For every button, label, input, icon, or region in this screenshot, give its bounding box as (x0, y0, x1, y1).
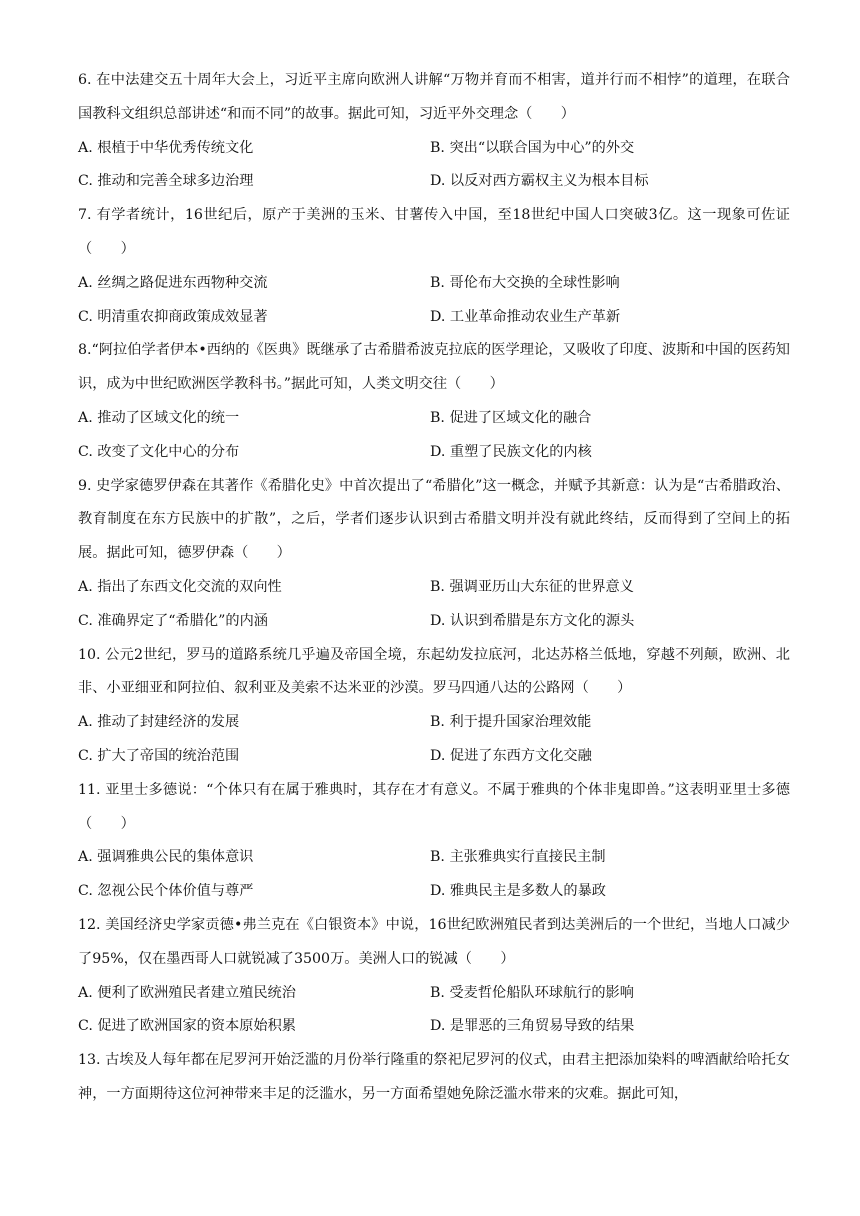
question-13 (78, 1044, 790, 1112)
option-b: B. 利于提升国家治理效能 (430, 714, 592, 731)
option-d: D. 促进了东西方文化交融 (430, 747, 592, 764)
option-d: D. 雅典民主是多数人的暴政 (430, 883, 606, 900)
option-c: C. 促进了欧洲国家的资本原始积累 (78, 1018, 296, 1035)
question-10 (78, 639, 790, 774)
option-a: A. 强调雅典公民的集体意识 (78, 849, 254, 866)
option-d: D. 是罪恶的三角贸易导致的结果 (430, 1018, 635, 1035)
option-c: C. 准确界定了“希腊化”的内涵 (78, 612, 268, 629)
question-6 (78, 64, 790, 199)
options-grid (78, 977, 790, 1045)
question-8 (78, 334, 790, 469)
option-d: D. 工业革命推动农业生产革新 (430, 308, 621, 325)
options-grid (78, 841, 790, 909)
option-c: C. 扩大了帝国的统治范围 (78, 747, 240, 764)
question-stem: 7. 有学者统计，16世纪后，原产于美洲的玉米、甘薯传入中国，至18世纪中国人口突破3亿。这一现象可佐证（ ） (78, 207, 790, 257)
question-stem: 13. 古埃及人每年都在尼罗河开始泛滥的月份举行隆重的祭祀尼罗河的仪式，由君主把添加染料的啤酒献给哈托女神，一方面期待这位河神带来丰足的泛滥水，另一方面希望她免除泛滥水带来的灾难。据此可知， (78, 1052, 790, 1102)
options-grid (78, 267, 790, 335)
option-c: C. 改变了文化中心的分布 (78, 443, 240, 460)
question-9 (78, 470, 790, 639)
option-d: D. 重塑了民族文化的内核 (430, 443, 592, 460)
options-grid (78, 706, 790, 774)
option-d: D. 认识到希腊是东方文化的源头 (430, 612, 635, 629)
option-b: B. 强调亚历山大东征的世界意义 (430, 578, 634, 595)
options-grid (78, 402, 790, 470)
option-a: A. 推动了封建经济的发展 (78, 714, 240, 731)
option-b: B. 促进了区域文化的融合 (430, 409, 592, 426)
option-b: B. 哥伦布大交换的全球性影响 (430, 274, 620, 291)
question-stem: 11. 亚里士多德说：“个体只有在属于雅典时，其存在才有意义。不属于雅典的个体非鬼即兽。”这表明亚里士多德（ ） (78, 781, 790, 832)
option-a: A. 丝绸之路促进东西物种交流 (78, 274, 268, 291)
question-stem: 8.“阿拉伯学者伊本•西纳的《医典》既继承了古希腊希波克拉底的医学理论，又吸收了印度、波斯和中国的医药知识，成为中世纪欧洲医学教科书。”据此可知，人类文明交往（ ） (78, 342, 790, 393)
option-d: D. 以反对西方霸权主义为根本目标 (430, 173, 649, 190)
option-c: C. 推动和完善全球多边治理 (78, 173, 254, 190)
option-b: B. 受麦哲伦船队环球航行的影响 (430, 984, 634, 1001)
question-7 (78, 199, 790, 334)
options-grid (78, 571, 790, 639)
options-grid (78, 132, 790, 200)
question-11 (78, 774, 790, 909)
question-12 (78, 909, 790, 1044)
option-a: A. 根植于中华优秀传统文化 (78, 139, 254, 156)
option-a: A. 推动了区域文化的统一 (78, 409, 240, 426)
option-c: C. 明清重农抑商政策成效显著 (78, 308, 268, 325)
question-stem: 6. 在中法建交五十周年大会上，习近平主席向欧洲人讲解“万物并育而不相害，道并行而不相悖”的道理，在联合国教科文组织总部讲述“和而不同”的故事。据此可知，习近平外交理念（ ） (78, 72, 790, 122)
option-b: B. 主张雅典实行直接民主制 (430, 849, 606, 866)
option-b: B. 突出“以联合国为中心”的外交 (430, 139, 635, 156)
question-stem: 9. 史学家德罗伊森在其著作《希腊化史》中首次提出了“希腊化”这一概念，并赋予其新意：认为是“古希腊政治、教育制度在东方民族中的扩散”，之后，学者们逐步认识到古希腊文明并没有就此终结，反而得到了空间上的拓展。据此可知，德罗伊森（ ） (78, 477, 790, 562)
option-a: A. 便利了欧洲殖民者建立殖民统治 (78, 984, 296, 1001)
option-c: C. 忽视公民个体价值与尊严 (78, 883, 254, 900)
question-stem: 12. 美国经济史学家贡德•弗兰克在《白银资本》中说，16世纪欧洲殖民者到达美洲后的一个世纪，当地人口减少了95%，仅在墨西哥人口就锐减了3500万。美洲人口的锐减（ ） (78, 916, 790, 967)
question-stem: 10. 公元2世纪，罗马的道路系统几乎遍及帝国全境，东起幼发拉底河，北达苏格兰低地，穿越不列颠，欧洲、北非、小亚细亚和阿拉伯、叙利亚及美索不达米亚的沙漠。罗马四通八达的公路网（ ） (78, 646, 790, 697)
option-a: A. 指出了东西文化交流的双向性 (78, 578, 282, 595)
exam-page (78, 64, 790, 1112)
